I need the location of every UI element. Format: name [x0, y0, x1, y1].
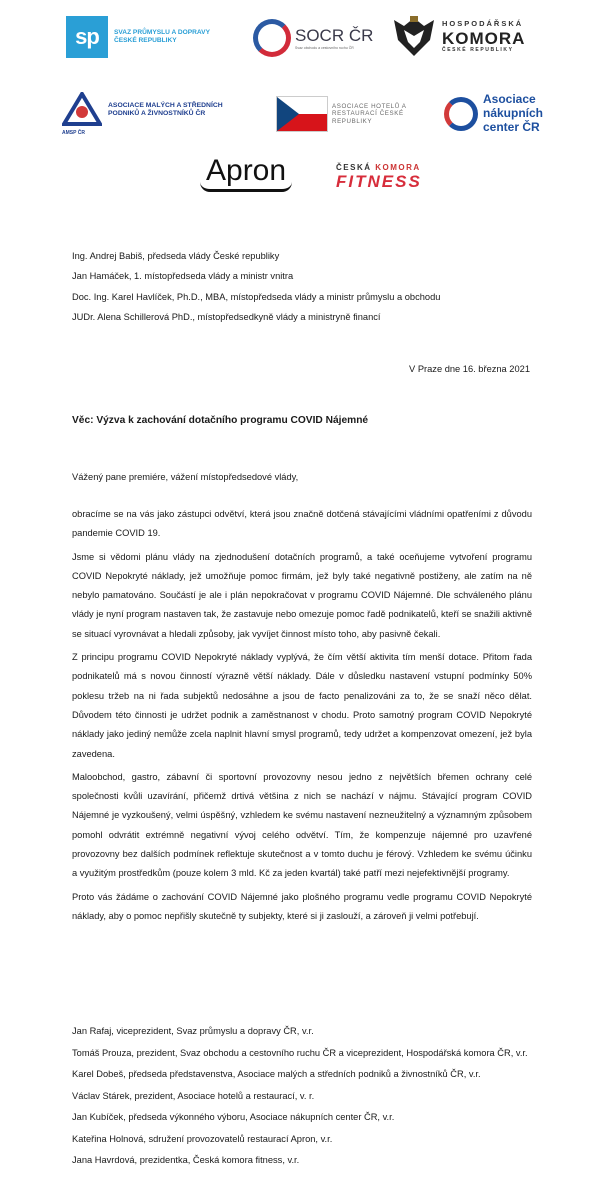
- addressee-line: Doc. Ing. Karel Havlíček, Ph.D., MBA, místopředseda vlády a ministr průmyslu a obchodu: [72, 291, 441, 302]
- logo-hospodarska-komora: [390, 14, 525, 60]
- logo-svaz-prumyslu: [66, 16, 229, 58]
- body-paragraph: Z principu programu COVID Nepokryté náklady vyplývá, že čím větší aktivita tím menší dotace. Přitom řada podnikatelů má s novou činností výrazně větší náklady. Dále v důsledku nastavení vstupní podmínky 50% poklesu tržeb na ni řada subjektů nedosáhne a jsou de facto penalizováni za to, že se snaží něco dělat. Důvodem této činnosti je udržet podnik a zaměstnanost v chodu. Proto samotný program COVID Nepokryté náklady jako jediný nemůže zcela naplnit hlavní smysl programů, tedy udržet a kompenzovat omezení, jež byla zavedena.: [72, 652, 532, 759]
- lion-emblem-icon: [390, 14, 438, 60]
- ahr-logo-text: ASOCIACE HOTELŮ A RESTAURACÍ ČESKÉ REPUBLIKY: [332, 103, 407, 125]
- logo-anc: [444, 93, 553, 134]
- logo-ahr: [276, 96, 412, 132]
- hk-logo-line1: HOSPODÁŘSKÁ: [442, 19, 524, 29]
- body-paragraph: obracíme se na vás jako zástupci odvětví, která jsou značně dotčená stávajícími vládními opatřeními z důvodu pandemie COVID 19.: [72, 509, 532, 539]
- amsp-logo-text: ASOCIACE MALÝCH A STŘEDNÍCH PODNIKŮ A ŽIVNOSTNÍKŮ ČR: [108, 102, 223, 117]
- hk-logo-line2: KOMORA: [442, 28, 526, 48]
- signatory-line: Tomáš Prouza, prezident, Svaz obchodu a cestovního ruchu ČR a viceprezident, Hospodářská komora ČR, v.r.: [72, 1047, 528, 1058]
- body-paragraph: Proto vás žádáme o zachování COVID Nájemné jako plošného programu vedle programu COVID Nepokryté náklady, aby o pomoc nepřišly skutečně ty subjekty, které si ji zaslouží, a zároveň ji velmi potřebují.: [72, 891, 532, 921]
- logo-socr: [253, 19, 373, 57]
- ckf-logo-top-b: KOMORA: [375, 163, 421, 172]
- addressee-list: [72, 247, 532, 329]
- addressee-line: Ing. Andrej Babiš, předseda vlády České republiky: [72, 251, 280, 261]
- signatory-line: Jan Kubíček, předseda výkonného výboru, Asociace nákupních center ČR, v.r.: [72, 1112, 395, 1122]
- signatory-line: Václav Stárek, prezident, Asociace hotelů a restaurací, v. r.: [72, 1090, 315, 1101]
- body-paragraph: Jsme si vědomi plánu vlády na zjednodušení dotačních programů, a také oceňujeme vytvoření programu COVID Nepokryté náklady, jež umožňuje pomoc firmám, jež byly také negativně postiženy, ale zatím na ně nebylo pamatováno. Součástí je ale i plán nepokračovat v programu COVID Nájemné. Dle schváleného plánu vlády je nyní program nastaven tak, že zastavuje nebo omezuje pomoc řadě podnikatelů, kteří se snažili aktivně se situací vyrovnávat a hledali způsoby, jak vyvíjet činnost místo toho, aby pasivně čekali.: [72, 551, 532, 639]
- addressee-line: Jan Hamáček, 1. místopředseda vlády a ministr vnitra: [72, 271, 294, 282]
- signatory-list: [72, 1022, 532, 1173]
- socr-logo-text: SOCR ČR: [295, 25, 374, 45]
- signatory-line: Kateřina Holnová, sdružení provozovatelů restaurací Apron, v.r.: [72, 1133, 333, 1144]
- ckf-logo-top-a: ČESKÁ: [336, 163, 372, 172]
- czech-flag-icon: [276, 96, 328, 132]
- hk-logo-line3: ČESKÉ REPUBLIKY: [442, 47, 514, 54]
- letter-body: [72, 505, 532, 930]
- amsp-emblem-icon: [62, 92, 102, 128]
- signatory-line: Jan Rafaj, viceprezident, Svaz průmyslu a dopravy ČR, v.r.: [72, 1026, 314, 1036]
- shopping-bag-icon: [444, 97, 478, 131]
- letter-greeting: Vážený pane premiére, vážení místopředsedové vlády,: [72, 472, 299, 482]
- sp-logo-text: SVAZ PRŮMYSLU A DOPRAVY ČESKÉ REPUBLIKY: [114, 29, 210, 44]
- body-paragraph: Maloobchod, gastro, zábavní či sportovní provozovny nesou jedno z největších břemen ochrany celé společnosti kvůli uzavírání, přičemž drtivá většina z nich se nachází v nájmu. Stávající program COVID Nájemné je vyzkoušený, velmi úspěšný, vzhledem ke svému nastavení nezneužitelný a významným způsobem pomohl odvrátit extrémně negativní vývoj celého odvětví. Tím, že kompenzuje nájemné pro uzavřené provozovny bez dalších podmínek reflektuje skutečnost a v tomto duchu je férový. Vzhledem ke svému účinku a využitým prostředkům (pouze kolem 3 mld. Kč za jeden kvartál) také patří mezi nejefektivnější programy.: [72, 771, 532, 879]
- logo-amsp: [62, 92, 228, 136]
- anc-logo-text: Asociace nákupních center ČR: [483, 92, 544, 134]
- letter-date: V Praze dne 16. března 2021: [409, 364, 530, 374]
- logo-apron: [200, 154, 292, 192]
- signatory-line: Karel Dobeš, předseda představenstva, Asociace malých a středních podniků a živnostníků ČR, v.r.: [72, 1069, 481, 1079]
- apron-logo-text: Apron: [200, 154, 292, 192]
- logo-header: [0, 0, 600, 200]
- socr-logo-subtext: Svaz obchodu a cestovního ruchu ČR: [295, 46, 354, 51]
- letter-subject: Věc: Výzva k zachování dotačního programu COVID Nájemné: [72, 415, 369, 426]
- amsp-logo-subtext: AMSP ČR: [62, 130, 85, 136]
- logo-ceska-komora-fitness: [336, 163, 422, 192]
- ckf-logo-bottom: FITNESS: [336, 172, 422, 192]
- addressee-line: JUDr. Alena Schillerová PhD., místopředsedkyně vlády a ministryně financí: [72, 312, 381, 323]
- sp-logo-mark: sp: [66, 16, 108, 58]
- signatory-line: Jana Havrdová, prezidentka, Česká komora fitness, v.r.: [72, 1155, 300, 1165]
- socr-emblem-icon: [253, 19, 291, 57]
